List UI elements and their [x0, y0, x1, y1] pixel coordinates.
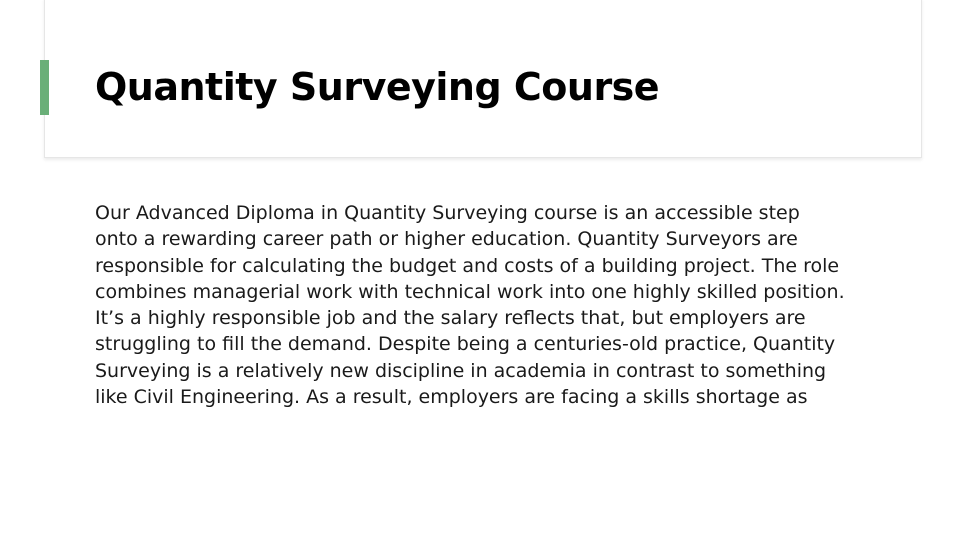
body-line: It’s a highly responsible job and the salary reflects that, but employers are	[95, 307, 806, 330]
body-paragraph	[95, 200, 895, 410]
body-line: combines managerial work with technical work into one highly skilled position.	[95, 280, 845, 303]
body-line: struggling to fill the demand. Despite being a centuries-old practice, Quantity	[95, 333, 836, 356]
body-line: responsible for calculating the budget and costs of a building project. The role	[95, 254, 840, 277]
body-line: onto a rewarding career path or higher education. Quantity Surveyors are	[95, 228, 798, 251]
body-line: Our Advanced Diploma in Quantity Surveying course is an accessible step	[95, 202, 800, 224]
title-accent-bar	[40, 60, 49, 115]
body-line: Surveying is a relatively new discipline in academia in contrast to something	[95, 359, 827, 382]
body-line: like Civil Engineering. As a result, employers are facing a skills shortage as	[95, 386, 808, 409]
slide-title: Quantity Surveying Course	[95, 65, 660, 109]
